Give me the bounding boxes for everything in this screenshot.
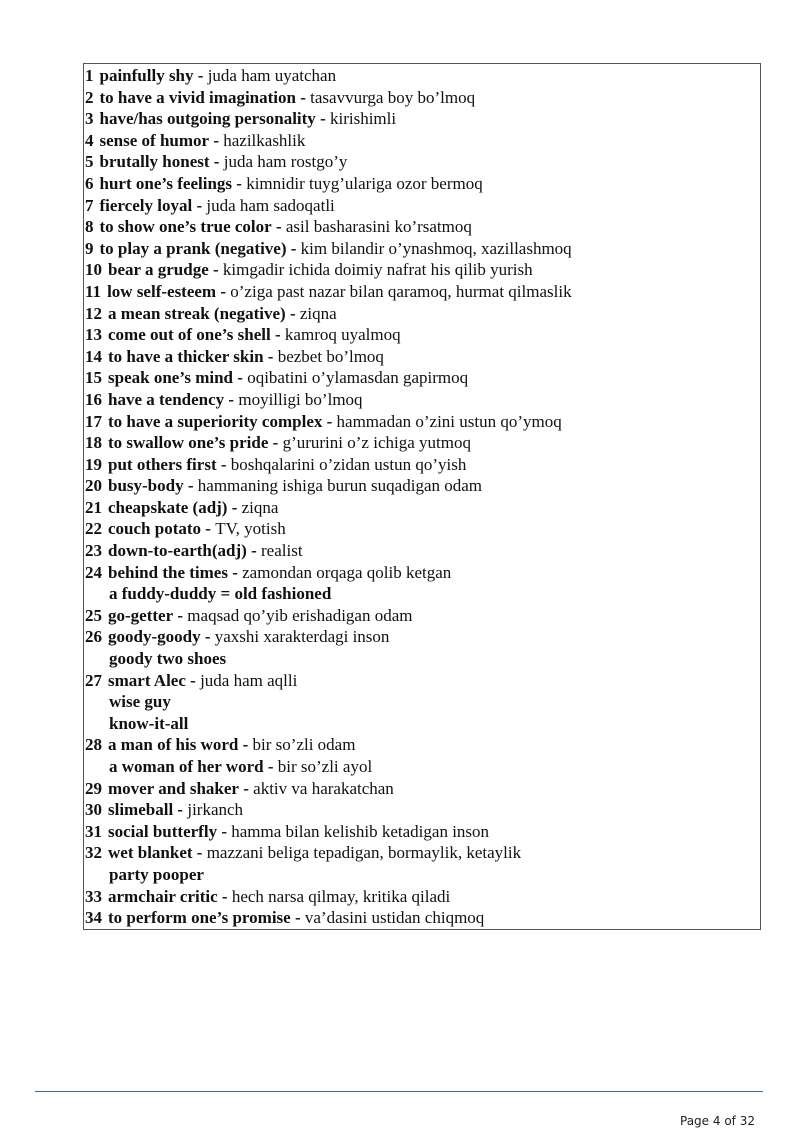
vocabulary-row [85,130,760,152]
term: low self-esteem [107,281,217,301]
term: bear a grudge [108,260,209,280]
vocabulary-row [85,475,760,497]
separator: - [192,843,207,863]
separator: - [263,757,278,776]
separator: - [217,886,232,906]
definition: kamroq uyalmoq [284,325,401,345]
definition: aktiv va harakatchan [253,778,394,798]
vocabulary-row [85,367,760,389]
term: a fuddy-duddy = old fashioned [109,584,332,604]
separator: - [216,281,231,301]
item-number: 3 [85,109,94,129]
item-number: 32 [85,843,102,863]
definition: asil basharasini ko’rsatmoq [285,217,472,237]
definition: bezbet bo’lmoq [277,346,384,366]
term: know-it-all [109,713,189,733]
definition: hammadan o’zini ustun qo’ymoq [336,411,562,431]
item-number: 17 [85,411,102,431]
definition: maqsad qo’yib erishadigan odam [187,605,413,625]
term: wise guy [109,692,171,712]
definition: tasavvurga boy bo’lmoq [310,87,476,107]
vocabulary-row [85,411,760,433]
separator: - [173,800,188,820]
vocabulary-row [85,303,760,325]
separator: - [238,778,254,798]
definition: hamma bilan kelishib ketadigan inson [231,821,490,841]
separator: - [285,303,300,323]
item-number: 33 [85,886,102,906]
item-number: 25 [85,605,102,625]
term: to have a vivid imagination [99,87,296,107]
separator: - [217,821,232,841]
definition: moyilligi bo’lmoq [238,389,363,409]
vocabulary-row [85,259,760,281]
item-number: 22 [85,519,102,539]
definition: oqibatini o’ylamasdan gapirmoq [247,368,469,388]
separator: - [193,66,208,85]
separator: - [246,541,261,561]
vocabulary-row [85,605,760,627]
item-number: 16 [85,389,102,409]
term: a mean streak (negative) [108,303,286,323]
separator: - [315,109,330,129]
item-number: 34 [85,908,102,928]
definition: kirishimli [329,109,397,129]
separator: - [200,627,215,647]
definition: kim bilandir o’ynashmoq, xazillashmoq [300,238,572,258]
separator: - [209,152,224,172]
vocabulary-row [85,562,760,584]
vocabulary-row [85,389,760,411]
term: party pooper [109,864,204,884]
item-number: 27 [85,670,102,690]
separator: - [263,346,278,366]
vocabulary-synonym-row [85,691,760,713]
vocabulary-row [85,216,760,238]
vocabulary-row [85,734,760,756]
definition: va’dasini ustidan chiqmoq [304,908,485,928]
term: to perform one’s promise [108,908,291,928]
definition: juda ham uyatchan [207,66,337,85]
term: have a tendency [108,389,225,409]
term: come out of one’s shell [108,325,271,345]
vocabulary-synonym-row [85,648,760,670]
separator: - [295,87,311,107]
item-number: 15 [85,368,102,388]
definition: yaxshi xarakterdagi inson [214,627,390,647]
definition: hazilkashlik [223,130,306,150]
item-number: 23 [85,541,102,561]
term: hurt one’s feelings [99,173,233,193]
definition: jirkanch [187,800,244,820]
term: cheapskate (adj) [108,497,228,517]
term: a woman of her word [109,757,264,776]
item-number: 18 [85,433,102,453]
vocabulary-row [85,173,760,195]
vocabulary-row [85,821,760,843]
vocabulary-row [85,238,760,260]
vocabulary-row [85,454,760,476]
vocabulary-row [85,540,760,562]
item-number: 13 [85,325,102,345]
item-number: 4 [85,130,94,150]
vocabulary-row [85,497,760,519]
footer-rule [35,1091,763,1092]
separator: - [227,562,243,582]
definition: juda ham rostgo’y [223,152,348,172]
separator: - [238,735,253,755]
vocabulary-synonym-row [85,756,760,778]
vocabulary-row [85,907,760,929]
term: to have a thicker skin [108,346,264,366]
vocabulary-row [85,799,760,821]
vocabulary-table [83,63,761,930]
item-number: 26 [85,627,102,647]
separator: - [322,411,337,431]
definition: kimgadir ichida doimiy nafrat his qilib yurish [222,260,533,280]
term: smart Alec [108,670,186,690]
item-number: 8 [85,217,94,237]
vocabulary-row [85,108,760,130]
definition: g’ururini o’z ichiga yutmoq [282,433,471,453]
definition: ziqna [299,303,337,323]
term: to swallow one’s pride [108,433,269,453]
definition: realist [261,541,303,561]
separator: - [227,497,242,517]
definition: bir so’zli odam [252,735,356,755]
separator: - [232,173,247,193]
definition: bir so’zli ayol [277,757,373,776]
vocabulary-synonym-row [85,583,760,605]
separator: - [216,454,231,474]
vocabulary-synonym-row [85,864,760,886]
vocabulary-synonym-row [85,713,760,735]
definition: mazzani beliga tepadigan, bormaylik, ketaylik [206,843,522,863]
separator: - [209,130,224,150]
term: fiercely loyal [99,195,193,215]
term: put others first [108,454,217,474]
item-number: 20 [85,476,102,496]
term: slimeball [108,800,174,820]
item-number: 19 [85,454,102,474]
term: mover and shaker [108,778,239,798]
definition: zamondan orqaga qolib ketgan [242,562,452,582]
definition: boshqalarini o’zidan ustun qo’yish [230,454,467,474]
definition: hech narsa qilmay, kritika qiladi [231,886,451,906]
item-number: 14 [85,346,102,366]
separator: - [270,325,285,345]
item-number: 1 [85,66,94,85]
vocabulary-row [85,324,760,346]
item-number: 28 [85,735,102,755]
vocabulary-row [85,778,760,800]
separator: - [201,519,216,539]
page-number: Page 4 of 32 [680,1114,755,1128]
definition: o’ziga past nazar bilan qaramoq, hurmat qilmaslik [230,281,572,301]
separator: - [290,908,305,928]
separator: - [286,238,301,258]
separator: - [224,389,239,409]
term: goody two shoes [109,649,227,669]
item-number: 31 [85,821,102,841]
vocabulary-row [85,432,760,454]
vocabulary-row [85,195,760,217]
item-number: 5 [85,152,94,172]
term: to show one’s true color [99,217,272,237]
vocabulary-row [85,151,760,173]
separator: - [183,476,198,496]
term: busy-body [108,476,184,496]
definition: hammaning ishiga burun suqadigan odam [197,476,483,496]
item-number: 10 [85,260,102,280]
item-number: 6 [85,173,94,193]
separator: - [268,433,283,453]
item-number: 2 [85,87,94,107]
term: couch potato [108,519,202,539]
term: sense of humor [99,130,210,150]
vocabulary-row [85,281,760,303]
item-number: 24 [85,562,102,582]
term: a man of his word [108,735,239,755]
term: painfully shy [99,66,194,85]
vocabulary-row [85,65,760,87]
separator: - [185,670,201,690]
definition: TV, yotish [215,519,286,539]
term: goody-goody [108,627,201,647]
definition: kimnidir tuyg’ulariga ozor bermoq [246,173,483,193]
item-number: 21 [85,497,102,517]
term: armchair critic [108,886,218,906]
vocabulary-row [85,518,760,540]
vocabulary-row [85,886,760,908]
vocabulary-list [85,65,760,929]
vocabulary-row [85,87,760,109]
definition: juda ham aqlli [200,670,298,690]
vocabulary-row [85,670,760,692]
definition: juda ham sadoqatli [206,195,335,215]
item-number: 9 [85,238,94,258]
separator: - [173,605,188,625]
term: brutally honest [99,152,210,172]
term: down-to-earth(adj) [108,541,247,561]
term: wet blanket [108,843,193,863]
item-number: 11 [85,281,102,301]
vocabulary-row [85,346,760,368]
item-number: 12 [85,303,102,323]
term: to play a prank (negative) [99,238,287,258]
term: go-getter [108,605,174,625]
term: social butterfly [108,821,218,841]
term: to have a superiority complex [108,411,323,431]
separator: - [233,368,248,388]
term: speak one’s mind [108,368,234,388]
term: behind the times [108,562,228,582]
vocabulary-row [85,842,760,864]
vocabulary-row [85,626,760,648]
term: have/has outgoing personality [99,109,316,129]
item-number: 7 [85,195,94,215]
separator: - [192,195,207,215]
item-number: 30 [85,800,102,820]
separator: - [271,217,286,237]
definition: ziqna [241,497,279,517]
separator: - [208,260,223,280]
item-number: 29 [85,778,102,798]
